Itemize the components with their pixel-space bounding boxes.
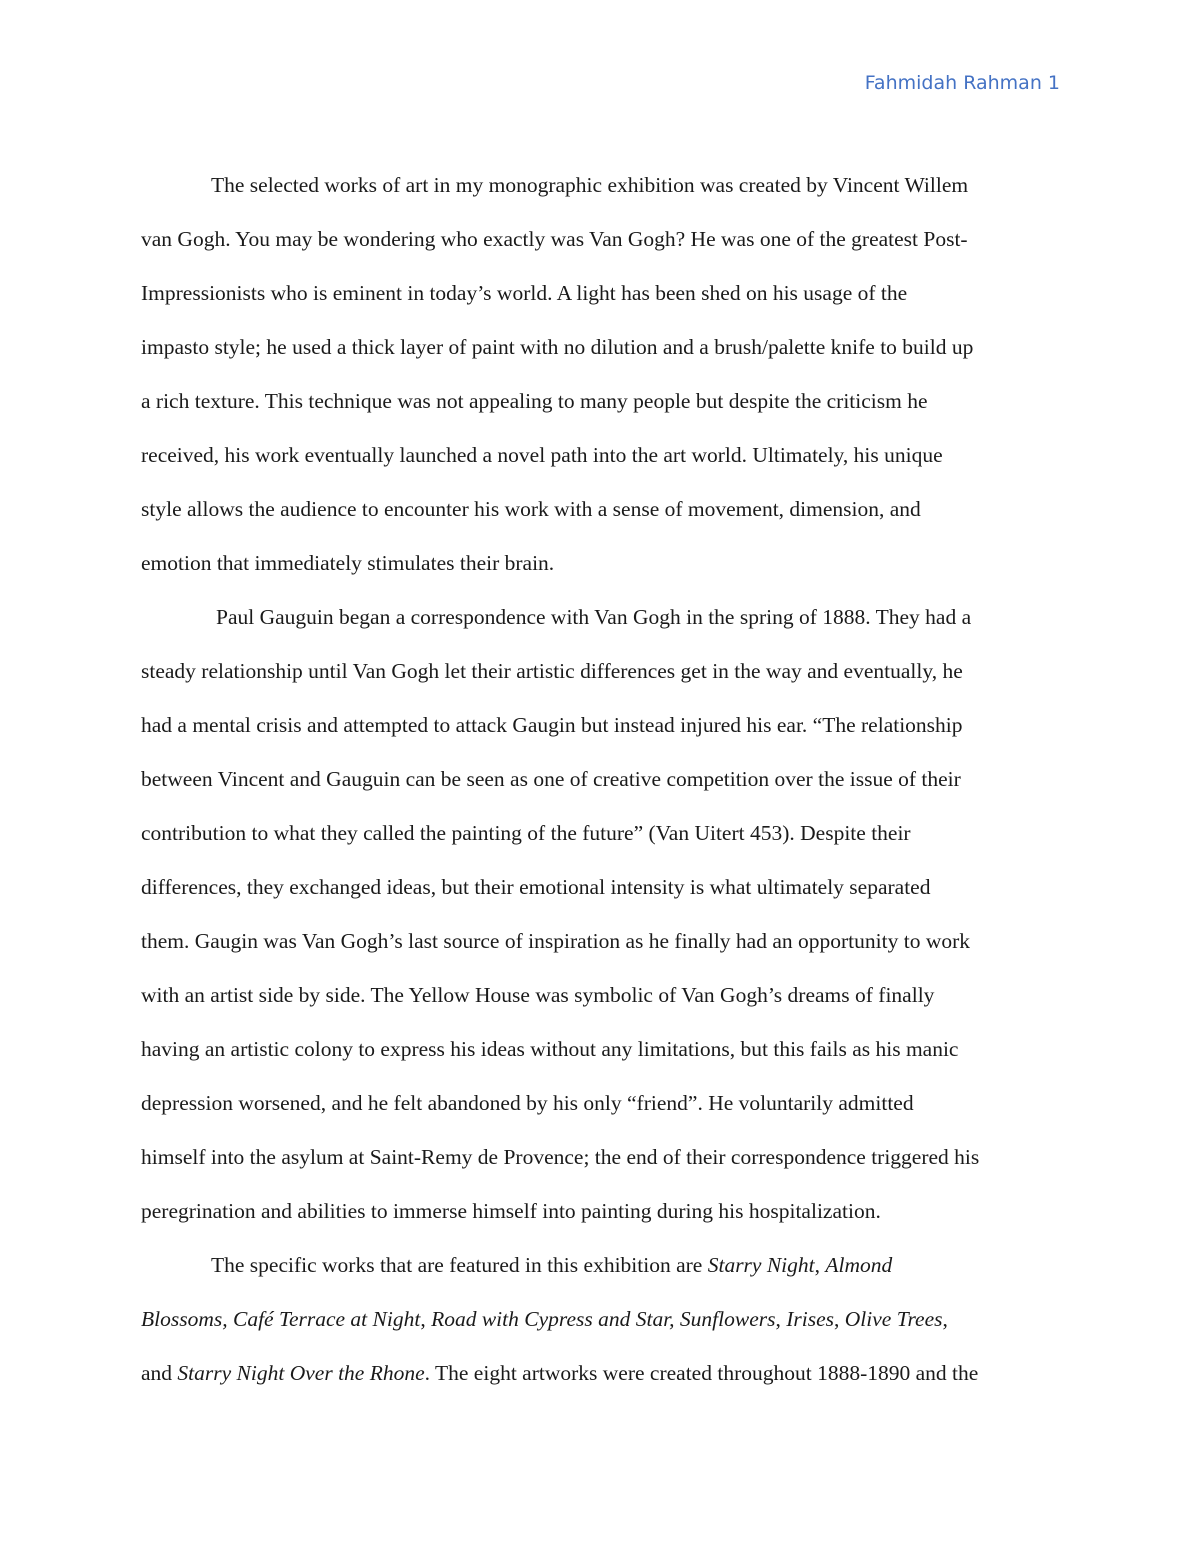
artwork-title: Almond	[825, 1253, 893, 1277]
artwork-title: Irises	[786, 1307, 835, 1331]
paragraph-1-line-4	[141, 334, 973, 360]
paragraph-2-line-11	[141, 1144, 979, 1170]
paragraph-1-line-5	[141, 388, 928, 414]
artwork-title: Road with Cypress and Star, Sunflowers	[431, 1307, 776, 1331]
paragraph-1-line-7	[141, 496, 921, 522]
paragraph-2-line-4	[141, 766, 961, 792]
paragraph-2-line-10	[141, 1090, 914, 1116]
text-segment: had a mental crisis and attempted to attack Gaugin but instead injured his ear. “The relationship	[141, 713, 963, 737]
text-segment: depression worsened, and he felt abandoned by his only “friend”. He voluntarily admitted	[141, 1091, 914, 1115]
paragraph-1-line-2	[141, 226, 968, 252]
text-segment: between Vincent and Gauguin can be seen as one of creative competition over the issue of their	[141, 767, 961, 791]
text-segment: a rich texture. This technique was not appealing to many people but despite the criticism he	[141, 389, 928, 413]
text-segment: having an artistic colony to express his ideas without any limitations, but this fails as his manic	[141, 1037, 959, 1061]
text-segment: Paul Gauguin began a correspondence with Van Gogh in the spring of 1888. They had a	[216, 605, 972, 629]
paragraph-1-line-3	[141, 280, 907, 306]
artwork-title: Blossoms, Café Terrace at Night	[141, 1307, 421, 1331]
text-segment: peregrination and abilities to immerse himself into painting during his hospitalization.	[141, 1199, 881, 1223]
paragraph-3-line-1	[211, 1252, 892, 1278]
text-segment: himself into the asylum at Saint-Remy de Provence; the end of their correspondence triggered his	[141, 1145, 980, 1169]
text-segment: ,	[834, 1307, 845, 1331]
paragraph-2-line-9	[141, 1036, 958, 1062]
text-segment: style allows the audience to encounter his work with a sense of movement, dimension, and	[141, 497, 921, 521]
text-segment: received, his work eventually launched a novel path into the art world. Ultimately, his unique	[141, 443, 943, 467]
paragraph-2-line-5	[141, 820, 911, 846]
text-segment: Impressionists who is eminent in today’s world. A light has been shed on his usage of the	[141, 281, 908, 305]
paragraph-1-line-1	[211, 172, 968, 198]
text-segment: differences, they exchanged ideas, but their emotional intensity is what ultimately separated	[141, 875, 931, 899]
text-segment: The specific works that are featured in this exhibition are	[211, 1253, 708, 1277]
text-segment: . The eight artworks were created throughout 1888-1890 and the	[424, 1361, 979, 1385]
paragraph-2-line-12	[141, 1198, 881, 1224]
paragraph-2-line-1	[216, 604, 971, 630]
header-author: Fahmidah Rahman	[864, 72, 1042, 94]
artwork-title: Olive Trees	[844, 1307, 943, 1331]
text-segment: ,	[814, 1253, 826, 1277]
text-segment: ,	[420, 1307, 432, 1331]
text-segment: emotion that immediately stimulates their brain.	[141, 551, 555, 575]
paragraph-2-line-8	[141, 982, 934, 1008]
text-segment: ,	[942, 1307, 948, 1331]
paragraph-1-line-6	[141, 442, 943, 468]
text-segment: with an artist side by side. The Yellow House was symbolic of Van Gogh’s dreams of finally	[141, 983, 935, 1007]
paragraph-1-line-8	[141, 550, 554, 576]
text-segment: The selected works of art in my monographic exhibition was created by Vincent Willem	[211, 173, 969, 197]
text-segment: contribution to what they called the painting of the future” (Van Uitert 453). Despite their	[141, 821, 911, 845]
paragraph-3-line-3	[141, 1360, 978, 1386]
paragraph-3-line-2	[141, 1306, 948, 1332]
paragraph-2-line-3	[141, 712, 963, 738]
paragraph-2-line-2	[141, 658, 963, 684]
paragraph-2-line-7	[141, 928, 970, 954]
header-page-number: 1	[1047, 72, 1060, 94]
page-header	[865, 72, 1060, 94]
text-segment: impasto style; he used a thick layer of paint with no dilution and a brush/palette knife to build up	[141, 335, 974, 359]
text-segment: them. Gaugin was Van Gogh’s last source of inspiration as he finally had an opportunity to work	[141, 929, 970, 953]
artwork-title: Starry Night	[707, 1253, 815, 1277]
text-segment: ,	[775, 1307, 787, 1331]
text-segment: and	[141, 1361, 178, 1385]
text-segment: steady relationship until Van Gogh let their artistic differences get in the way and eventually, he	[141, 659, 963, 683]
text-segment: van Gogh. You may be wondering who exactly was Van Gogh? He was one of the greatest Post-	[141, 227, 968, 251]
paragraph-2-line-6	[141, 874, 930, 900]
artwork-title: Starry Night Over the Rhone	[177, 1361, 425, 1385]
